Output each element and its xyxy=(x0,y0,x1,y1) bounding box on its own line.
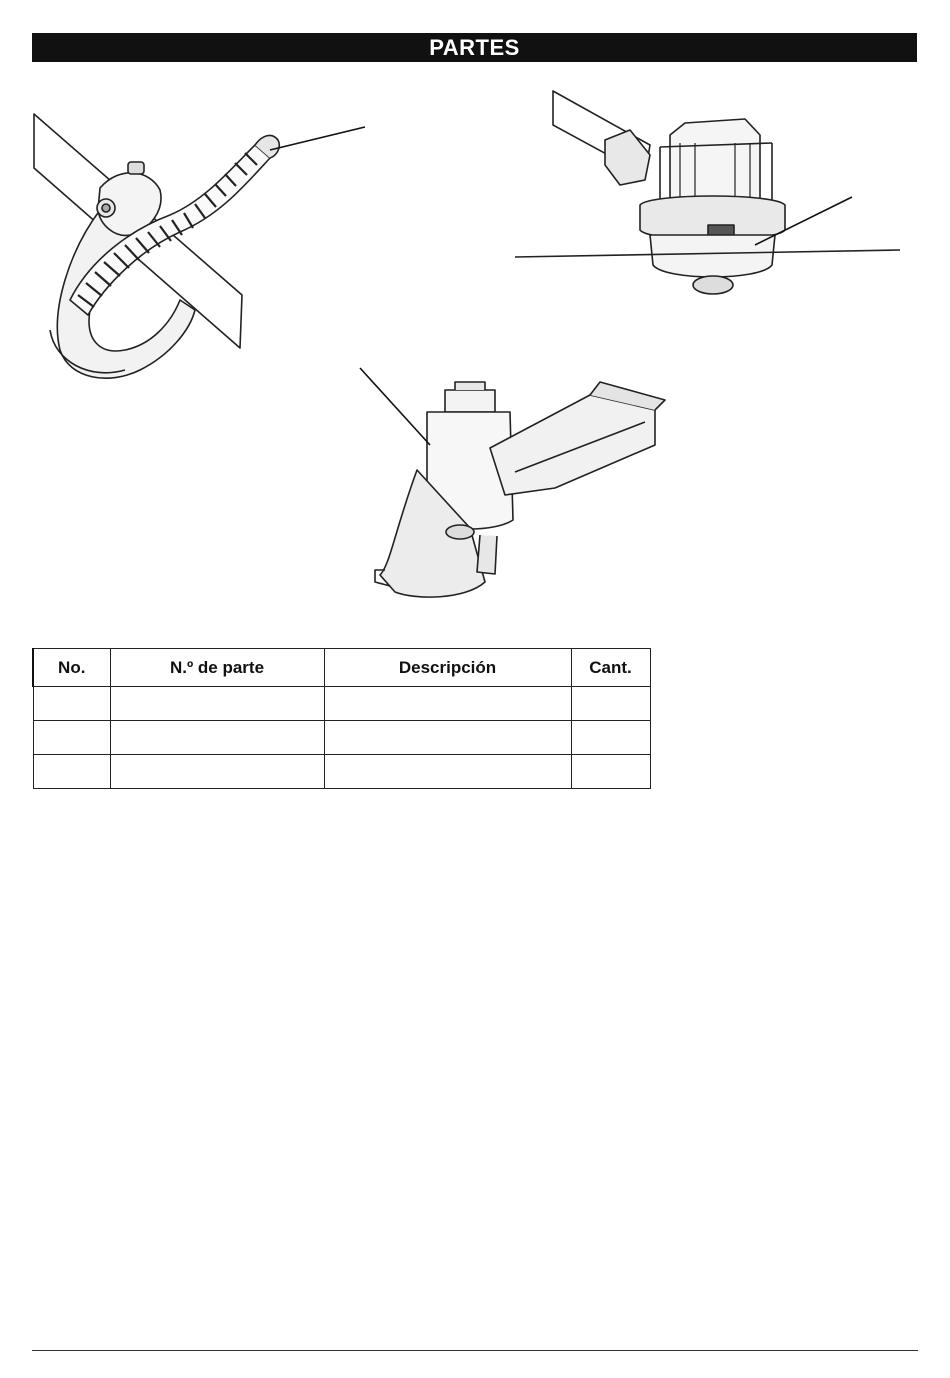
page-title: PARTES xyxy=(32,33,917,62)
table-cell xyxy=(571,721,650,755)
guard-assembly-illustration xyxy=(355,360,675,610)
table-cell xyxy=(33,721,110,755)
trimmer-head-illustration xyxy=(510,85,910,310)
parts-table xyxy=(32,648,651,789)
table-cell xyxy=(571,755,650,789)
column-header-no: No. xyxy=(33,649,110,687)
table-cell xyxy=(110,755,324,789)
table-cell xyxy=(571,687,650,721)
table-row xyxy=(33,721,650,755)
table-row xyxy=(33,687,650,721)
handle-assembly-illustration xyxy=(30,100,380,390)
footer-divider xyxy=(32,1350,918,1351)
table-cell xyxy=(110,721,324,755)
table-cell xyxy=(110,687,324,721)
column-header-quantity: Cant. xyxy=(571,649,650,687)
table-cell xyxy=(324,755,571,789)
table-cell xyxy=(324,721,571,755)
table-cell xyxy=(324,687,571,721)
table-row xyxy=(33,755,650,789)
table-cell xyxy=(33,755,110,789)
table-cell xyxy=(33,687,110,721)
column-header-part-number: N.º de parte xyxy=(110,649,324,687)
table-header-row xyxy=(33,649,650,687)
column-header-description: Descripción xyxy=(324,649,571,687)
